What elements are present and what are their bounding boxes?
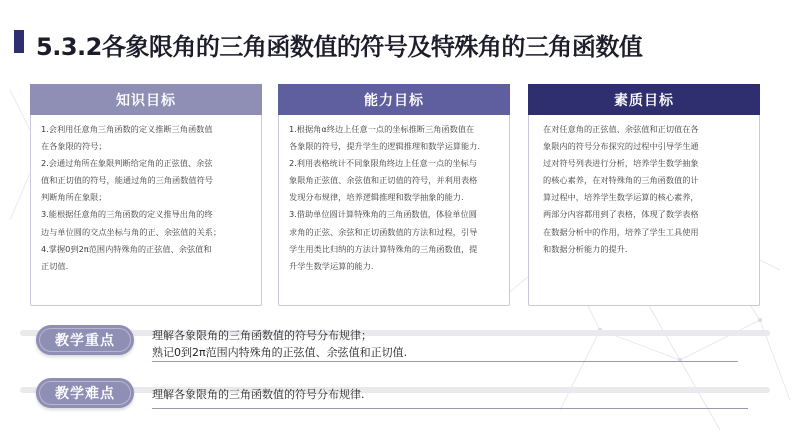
card-line: 1.根据角α终边上任意一点的坐标推断三角函数值在 [289, 124, 475, 134]
card-line: 各象限的符号，提升学生的逻辑推理和数学运算能力. [289, 141, 480, 152]
difficulty-line: 理解各象限角的三角函数值的符号分布规律. [152, 388, 365, 401]
card-line: 和数据分析能力的提升. [543, 243, 628, 254]
title-accent-bar [14, 30, 24, 53]
quality-goals-card [528, 84, 760, 306]
card-line: 2.利用表格统计不同象限角终边上任意一点的坐标与 [289, 158, 477, 169]
card-header-knowledge: 知识目标 [30, 84, 262, 115]
card-line: 4.掌握0到2π范围内特殊角的正弦值、余弦值和 [41, 243, 212, 254]
card-line: 象限角正弦值、余弦值和正切值的符号，并利用表格 [289, 175, 478, 186]
focus-line: 熟记0到2π范围内特殊角的正弦值、余弦值和正切值. [152, 346, 408, 359]
card-header-ability: 能力目标 [278, 84, 510, 115]
card-line: 1.会利用任意角三角函数的定义推断三角函数值 [41, 124, 213, 134]
card-body-ability [289, 121, 501, 275]
card-line: 发现分布规律，培养逻辑推理和数学抽象的能力. [289, 192, 464, 203]
card-line: 在数据分析中的作用，培养了学生工具使用 [543, 226, 699, 237]
card-line: 象限内的符号分布探究的过程中引导学生通 [543, 141, 699, 152]
card-line: 算过程中，培养学生数学运算的核心素养， [543, 192, 699, 203]
page-title: 5.3.2各象限角的三角函数值的符号及特殊角的三角函数值 [36, 33, 643, 61]
teaching-focus-label: 教学重点 [36, 325, 134, 355]
teaching-difficulty-label: 教学难点 [36, 378, 134, 408]
card-line: 的核心素养，在对特殊角的三角函数值的计 [543, 175, 699, 186]
ability-goals-card [278, 84, 510, 306]
teaching-difficulty-text [152, 386, 365, 403]
card-line: 在对任意角的正弦值、余弦值和正切值在各 [543, 124, 699, 134]
card-line: 边与单位圆的交点坐标与角的正、余弦值的关系； [41, 226, 222, 237]
card-line: 学生用类比归纳的方法计算特殊角的三角函数值，提 [289, 243, 478, 254]
difficulty-divider [152, 408, 748, 409]
card-line: 值和正切值的符号，能通过角的三角函数值符号 [41, 175, 213, 186]
card-line: 判断角所在象限； [41, 192, 107, 203]
card-line: 求角的正弦、余弦和正切函数值的方法和过程，引导 [289, 226, 478, 237]
card-line: 3.借助单位圆计算特殊角的三角函数值，体验单位圆 [289, 209, 477, 220]
card-header-quality: 素质目标 [528, 84, 760, 115]
card-body-knowledge [41, 121, 253, 275]
card-line: 升学生数学运算的能力. [289, 260, 374, 271]
focus-line: 理解各象限角的三角函数值的符号分布规律； [152, 329, 372, 342]
knowledge-goals-card [30, 84, 262, 306]
card-line: 过对符号列表进行分析，培养学生数学抽象 [543, 158, 699, 169]
card-line: 3.能根据任意角的三角函数的定义推导出角的终 [41, 209, 213, 220]
card-line: 在各象限的符号； [41, 141, 107, 152]
card-line: 2.会通过角所在象限判断给定角的正弦值、余弦 [41, 158, 213, 169]
teaching-focus-text [152, 327, 407, 361]
focus-divider [152, 361, 738, 362]
card-line: 两部分内容都用到了表格，体现了数学表格 [543, 209, 699, 220]
card-line: 正切值. [41, 260, 69, 271]
card-body-quality [543, 121, 747, 258]
